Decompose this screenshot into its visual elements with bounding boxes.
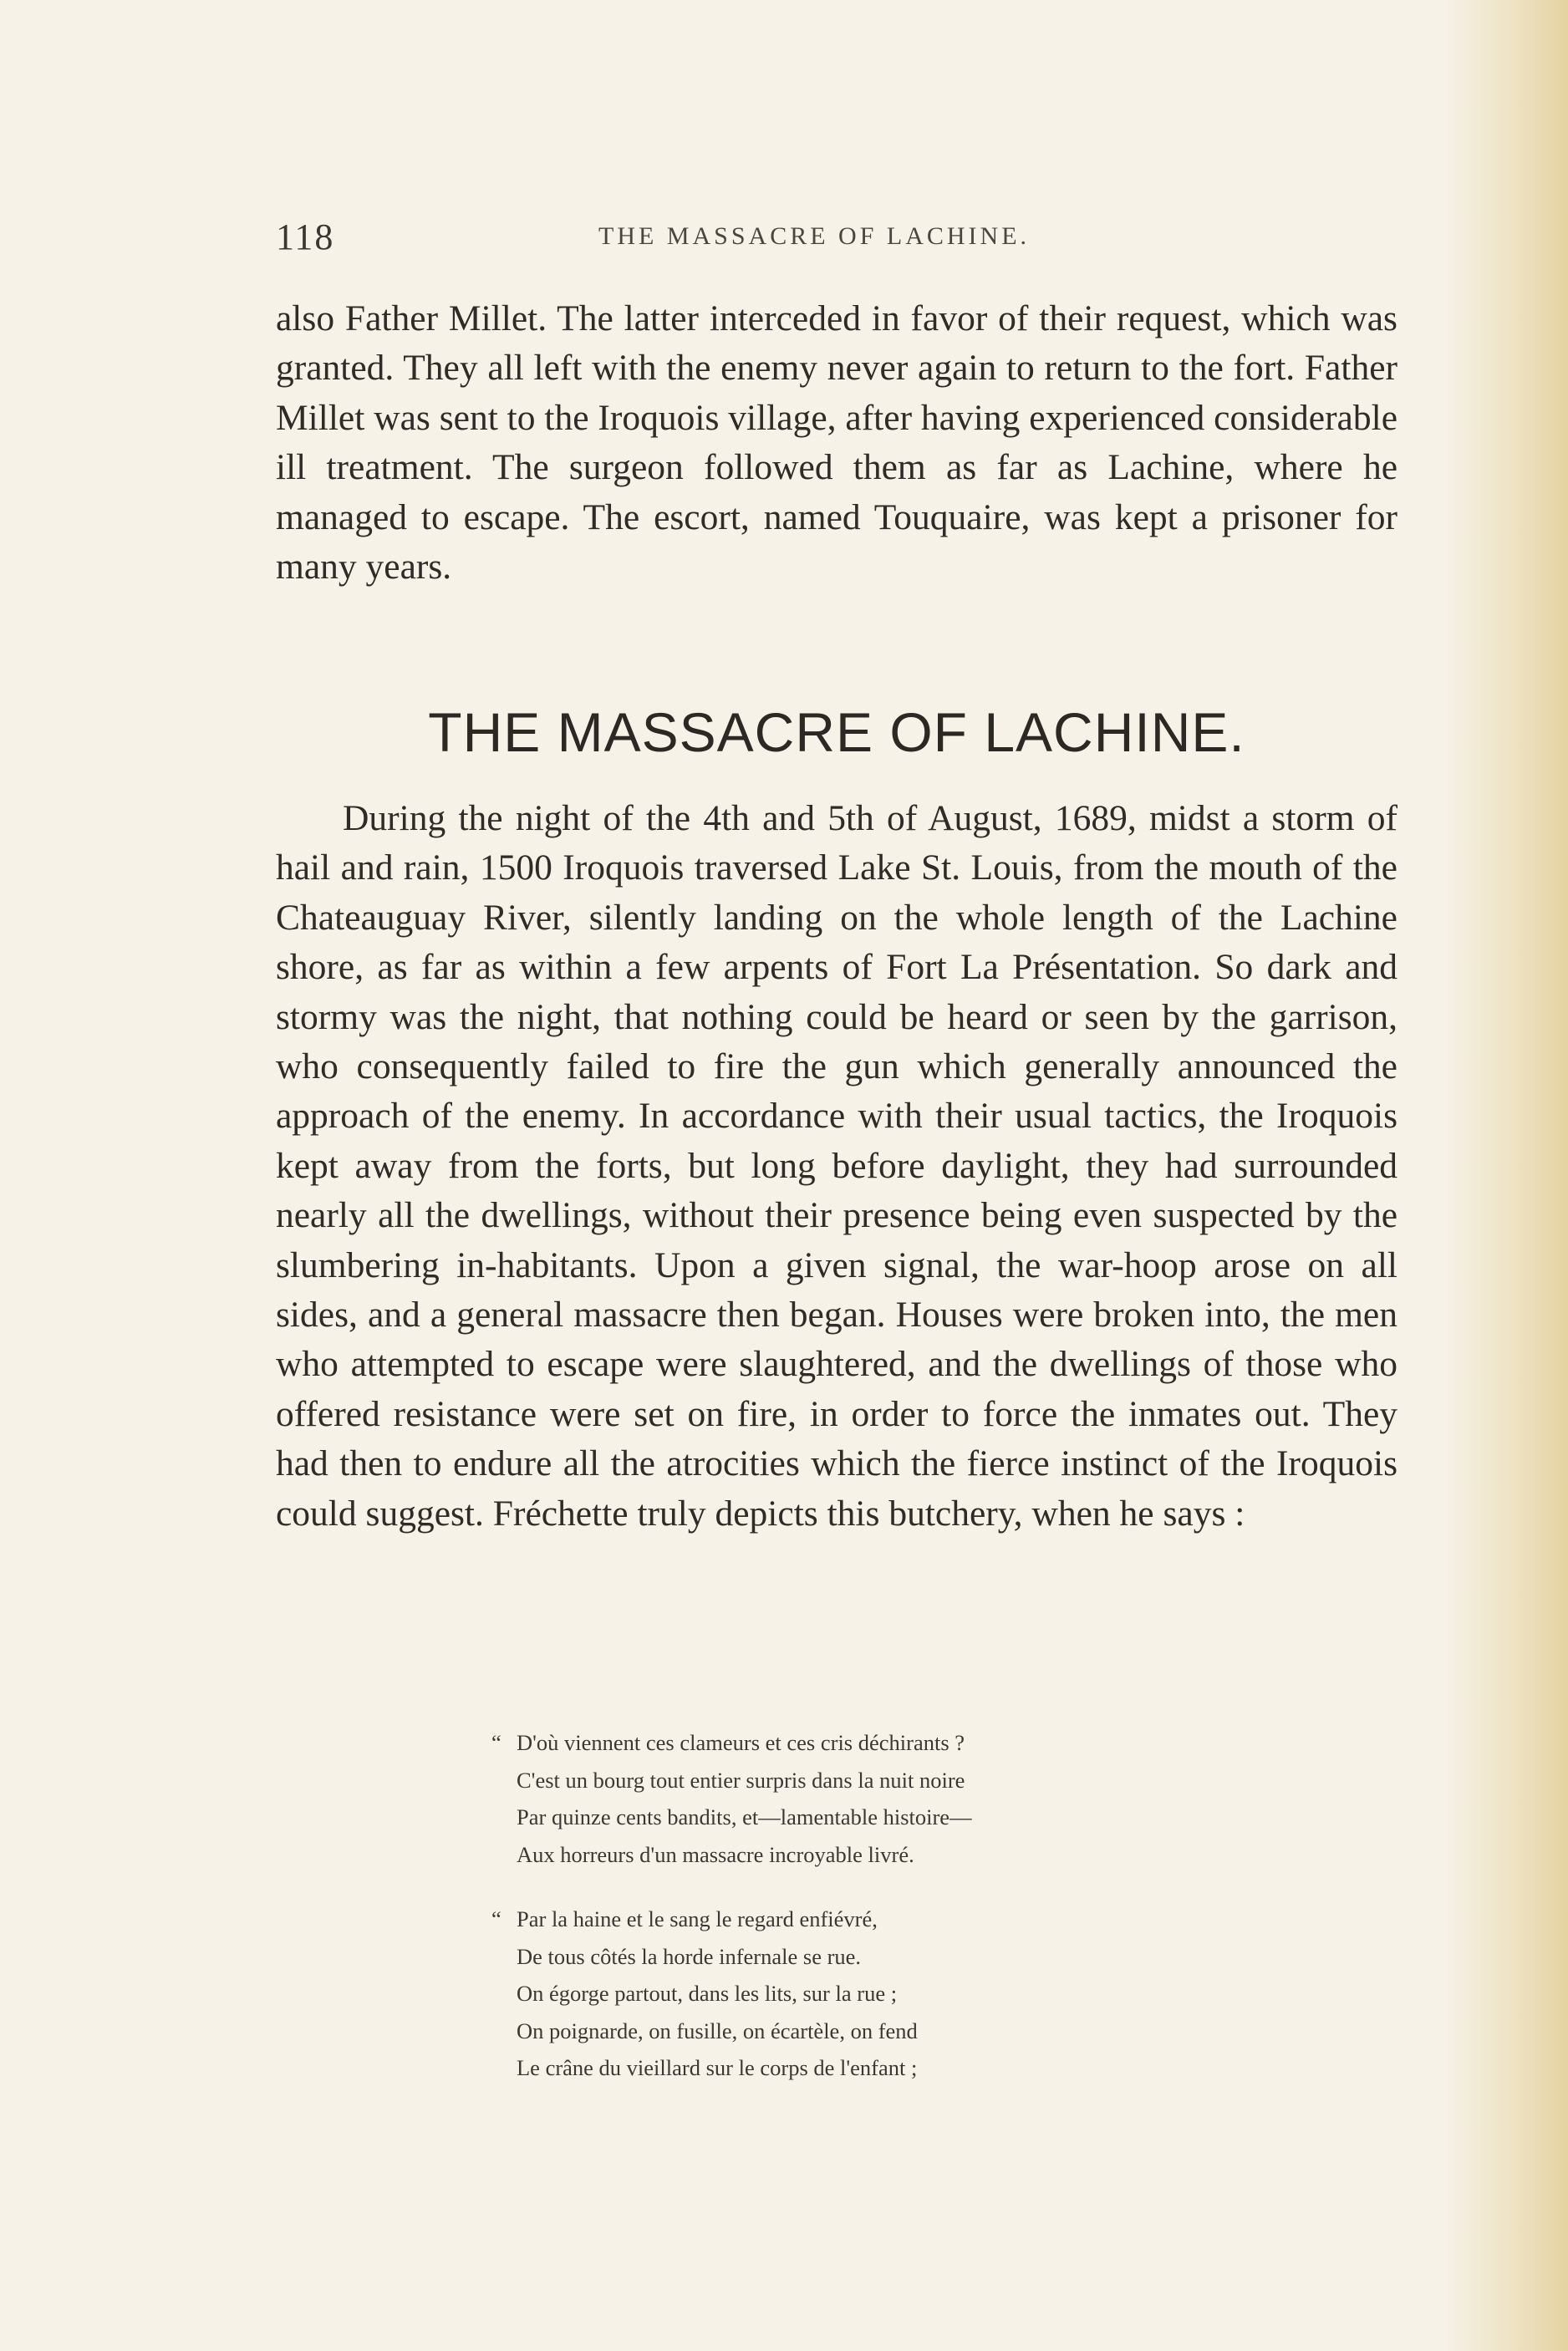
poem-line: “ Par la haine et le sang le regard enfiévré,: [491, 1901, 1160, 1938]
paragraph-continued: also Father Millet. The latter interceded in favor of their request, which was granted. They all left with the enemy never again to return to the fort. Father Millet was sent to the Iroquois village, after having experienced considerable ill treatment. The surgeon followed them as far as Lachine, where he managed to escape. The escort, named Touquaire, was kept a prisoner for many years.: [276, 298, 1398, 588]
poem-stanza-2: [491, 1901, 1160, 2087]
page-edge-shading: [1443, 0, 1568, 2351]
poem-line: On poignarde, on fusille, on écartèle, on fend: [517, 2018, 918, 2043]
section-heading: THE MASSACRE OF LACHINE.: [428, 701, 1245, 763]
poem-line: Aux horreurs d'un massacre incroyable livré.: [517, 1841, 914, 1867]
poem-line: “ D'où viennent ces clameurs et ces cris déchirants ?: [491, 1724, 1160, 1762]
poem-line: Par quinze cents bandits, et—lamentable histoire—: [517, 1804, 972, 1829]
poem-line: Le crâne du vieillard sur le corps de l'enfant ;: [517, 2055, 918, 2080]
poem-line: On égorge partout, dans les lits, sur la rue ;: [517, 1981, 898, 2006]
poem-stanza-1: [491, 1724, 1160, 1873]
running-title: THE MASSACRE OF LACHINE.: [598, 222, 1031, 250]
poem-line: De tous côtés la horde infernale se rue.: [517, 1943, 862, 1969]
page-number: 118: [276, 216, 335, 257]
paragraph-massacre: During the night of the 4th and 5th of August, 1689, midst a storm of hail and rain, 1500 Iroquois traversed Lake St. Louis, from the mouth of the Chateauguay River, silently landing on the whole length of the Lachine shore, as far as within a few arpents of Fort La Présentation. So dark and stormy was the night, that nothing could be heard or seen by the garrison, who consequently failed to fire the gun which generally announced the approach of the enemy. In accordance with their usual tactics, the Iroquois kept away from the forts, but long before daylight, they had surrounded nearly all the dwellings, without their presence being even suspected by the slumbering in-habitants. Upon a given signal, the war-hoop arose on all sides, and a general massacre then began. Houses were broken into, the men who attempted to escape were slaughtered, and the dwellings of those who offered resistance were set on fire, in order to force the inmates out. They had then to endure all the atrocities which the fierce instinct of the Iroquois could suggest. Fréchette truly depicts this butchery, when he says :: [276, 798, 1397, 1534]
running-head: [276, 216, 1396, 266]
poem-line: C'est un bourg tout entier surpris dans la nuit noire: [517, 1767, 965, 1793]
